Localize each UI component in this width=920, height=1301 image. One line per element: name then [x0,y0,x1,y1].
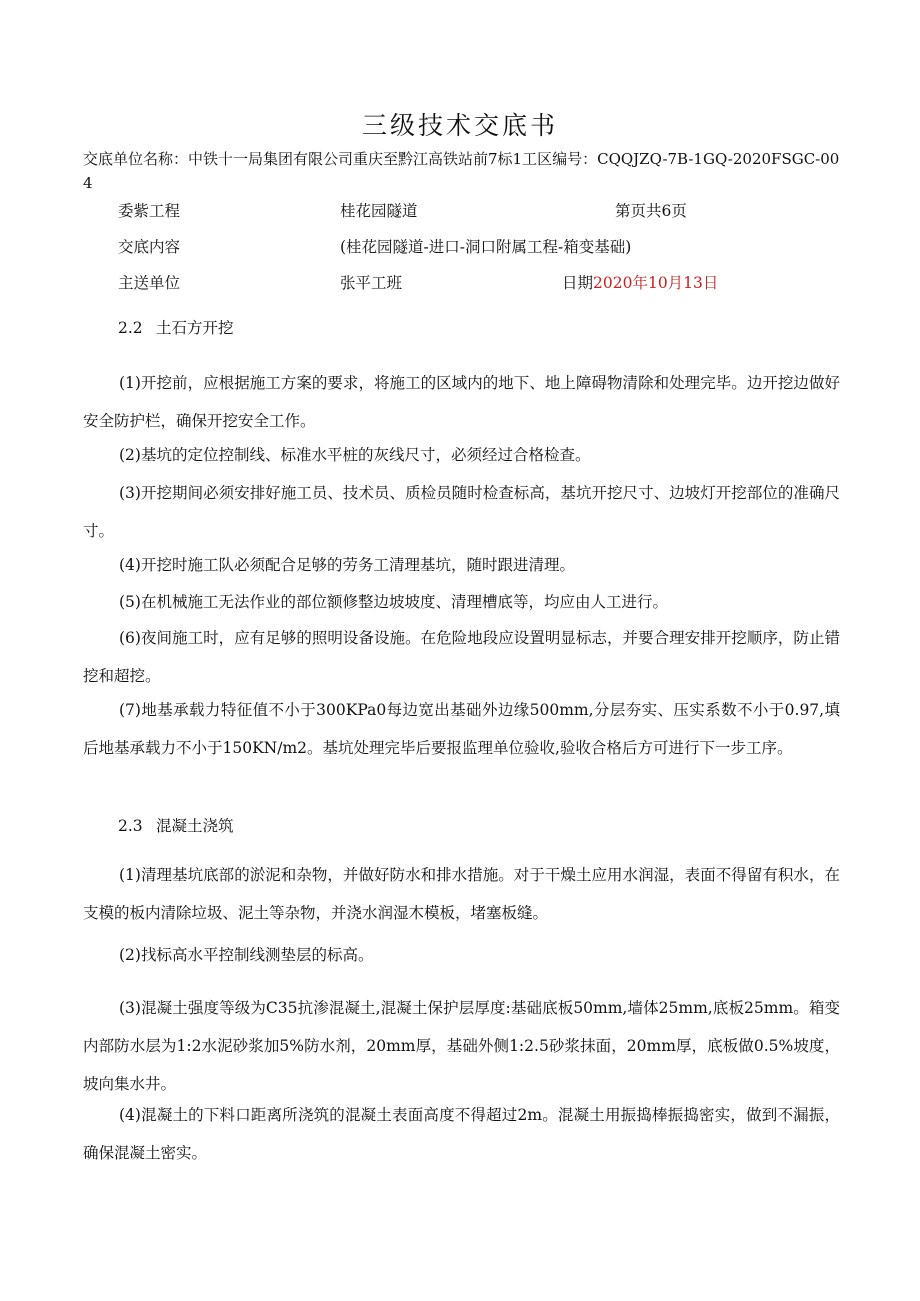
date-row [562,271,718,295]
paragraph: (7)地基承载力特征值不小于300KPa0每边宽出基础外边缘500mm,分层夯实、压实系数不小于0.97,填后地基承载力不小于150KN∕m2。基坑处理完毕后要报监理单位验收,验收合格后方可进行下一步工序。 [83,701,840,757]
section-number: 2.2 [118,319,143,337]
project-value: 桂花园隧道 [340,202,418,220]
paragraph: (1)开挖前，应根据施工方案的要求，将施工的区域内的地下、地上障碍物清除和处理完毕。边开挖边做好安全防护栏，确保开挖安全工作。 [83,374,840,430]
recipient-value: 张平工班 [340,274,403,292]
section-heading-2-2 [118,316,234,340]
paragraph: (3)开挖期间必须安排好施工员、技术员、质检员随时检查标高，基坑开挖尺寸、边坡灯开挖部位的准确尺寸。 [83,484,840,540]
content-label: 交底内容 [118,238,181,256]
content-value: (桂花园隧道-进口-洞口附属工程-箱变基础) [340,238,632,256]
section-title: 混凝土浇筑 [156,817,234,835]
paragraph: (5)在机械施工无法作业的部位额修整边坡坡度、清理槽底等，均应由人工进行。 [119,593,668,611]
section-title: 土石方开挖 [156,319,234,337]
date-label: 日期 [562,274,594,292]
section-heading-2-3 [118,814,234,838]
page-count: 第页共6页 [615,202,687,220]
unit-line: 交底单位名称：中铁十一局集团有限公司重庆至黔江高铁站前7标1工区编号：CQQJZQ-7B-1GQ-2020FSGC-004 [83,150,840,192]
paragraph: (2)基坑的定位控制线、标准水平桩的灰线尺寸，必须经过合格检查。 [119,446,591,464]
date-value: 2020年10月13日 [593,274,719,292]
paragraph: (6)夜间施工时，应有足够的照明设备设施。在危险地段应设置明显标志，并要合理安排开挖顺序，防止错挖和超挖。 [83,629,840,685]
document-title: 三级技术交底书 [361,111,558,140]
paragraph: (4)开挖时施工队必须配合足够的劳务工清理基坑，随时跟进清理。 [119,556,575,574]
paragraph: (2)找标高水平控制线测垫层的标高。 [119,946,374,964]
paragraph: (3)混凝土强度等级为C35抗渗混凝土,混凝土保护层厚度:基础底板50mm,墙体25mm,底板25mm。箱变内部防水层为1:2水泥砂浆加5%防水剂，20mm厚，基础外侧1:2.5砂浆抹面，20mm厚，底板做0.5%坡度，坡向集水井。 [83,999,840,1093]
section-number: 2.3 [118,817,143,835]
paragraph: (4)混凝土的下料口距离所浇筑的混凝土表面高度不得超过2m。混凝土用振捣棒振捣密实，做到不漏振，确保混凝土密实。 [83,1106,840,1162]
recipient-label: 主送单位 [118,274,181,292]
project-label: 委紫工程 [118,202,181,220]
paragraph: (1)清理基坑底部的淤泥和杂物，并做好防水和排水措施。对于干燥土应用水润湿，表面不得留有积水，在支模的板内清除垃圾、泥土等杂物，并浇水润湿木模板，堵塞板缝。 [83,866,840,922]
